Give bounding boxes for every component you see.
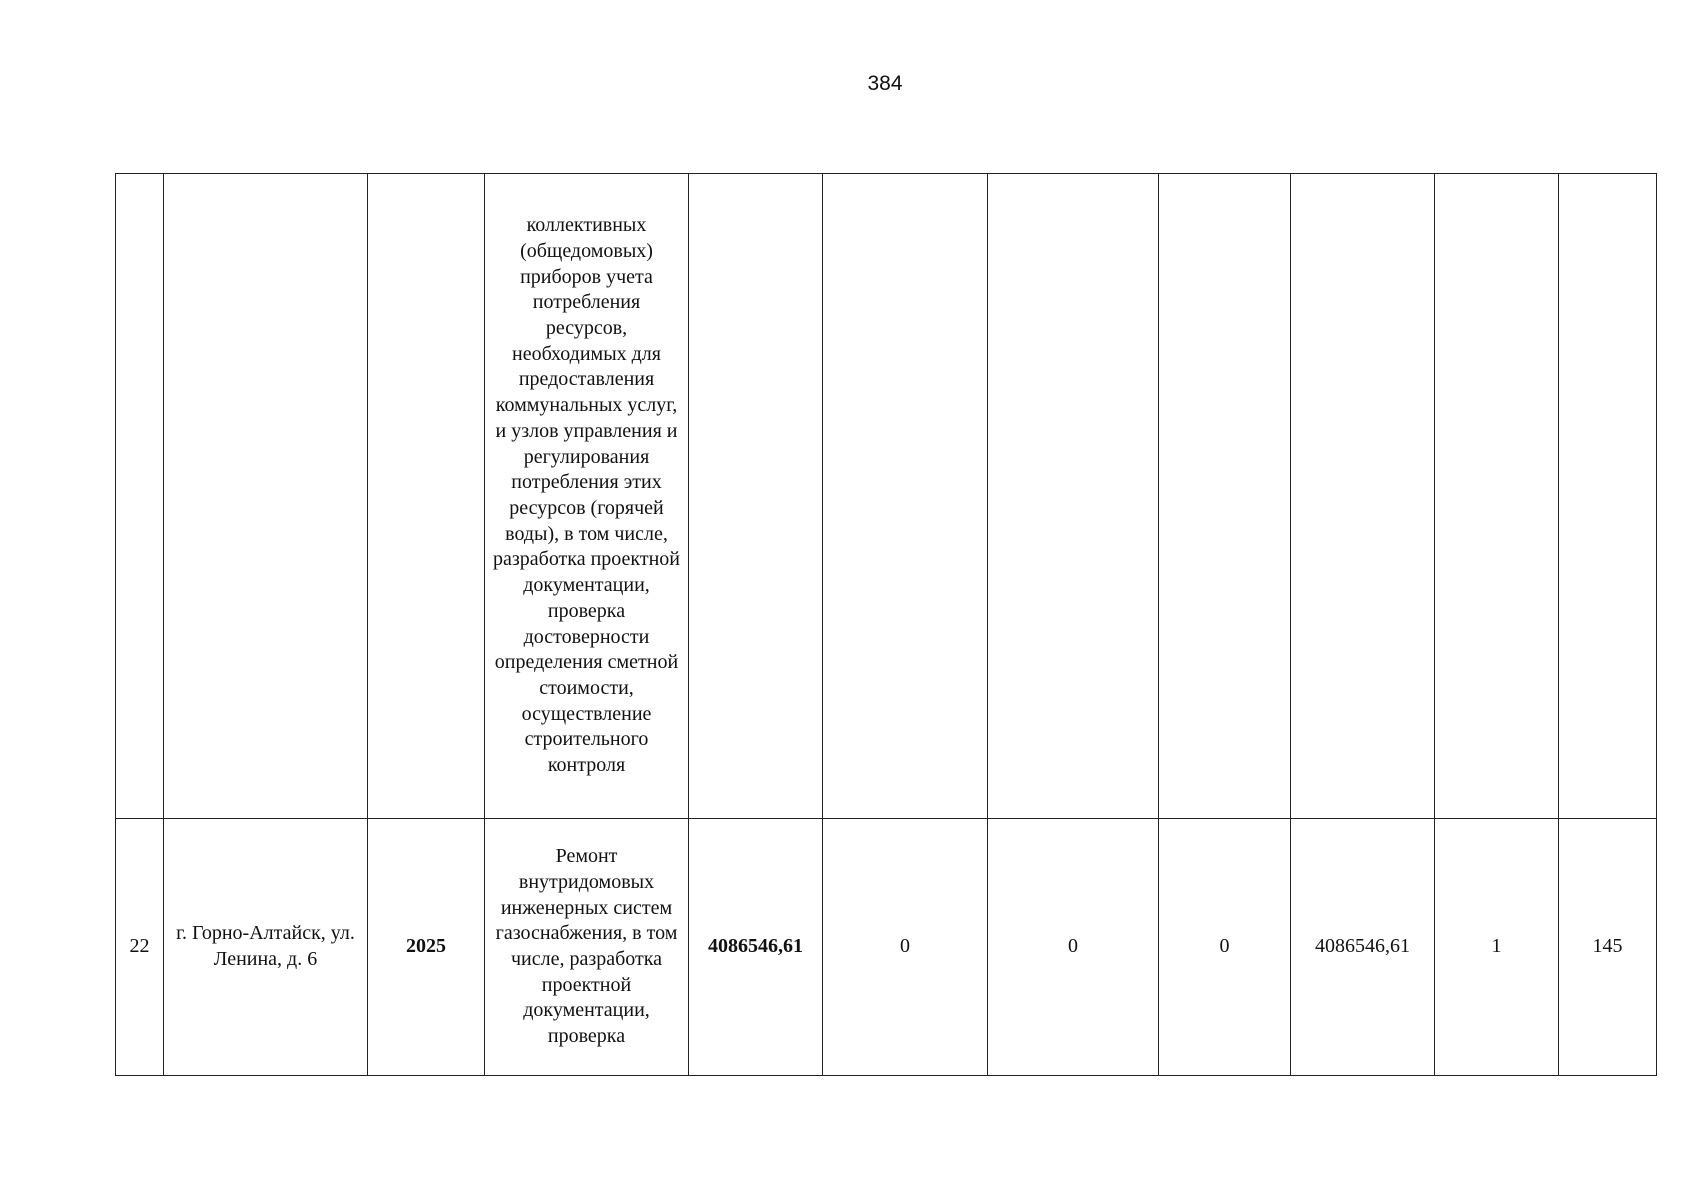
cell-work-description: Ремонт внутридомовых инженерных систем газоснабжения, в том числе, разработка проектной документации, проверка — [485, 819, 689, 1076]
cell-value-3: 0 — [1159, 819, 1291, 1076]
page-number: 384 — [867, 72, 903, 95]
cell-value-3 — [1159, 174, 1291, 819]
cell-value-1: 0 — [823, 819, 988, 1076]
cell-number: 22 — [116, 819, 164, 1076]
cell-work-description: коллективных (общедомовых) приборов учета потребления ресурсов, необходимых для предоставления коммунальных услуг, и узлов управления и регулирования потребления этих ресурсов (горячей воды), в том числе, разработка проектной документации, проверка достоверности определения сметной стоимости, осуществление строительного контроля — [485, 174, 689, 819]
cell-value-2: 0 — [988, 819, 1159, 1076]
cell-total-cost — [689, 174, 823, 819]
cell-value-6 — [1559, 174, 1657, 819]
cell-value-4 — [1291, 174, 1435, 819]
cell-value-4: 4086546,61 — [1291, 819, 1435, 1076]
cell-address — [164, 174, 368, 819]
cell-value-6: 145 — [1559, 819, 1657, 1076]
cell-value-5: 1 — [1435, 819, 1559, 1076]
cell-number — [116, 174, 164, 819]
cell-address: г. Горно-Алтайск, ул. Ленина, д. 6 — [164, 819, 368, 1076]
cell-year — [368, 174, 485, 819]
table-row-continuation — [116, 174, 1657, 819]
cell-year: 2025 — [368, 819, 485, 1076]
budget-table — [115, 173, 1657, 1076]
cell-value-2 — [988, 174, 1159, 819]
cell-value-5 — [1435, 174, 1559, 819]
cell-value-1 — [823, 174, 988, 819]
cell-total-cost: 4086546,61 — [689, 819, 823, 1076]
table-row-22 — [116, 819, 1657, 1076]
